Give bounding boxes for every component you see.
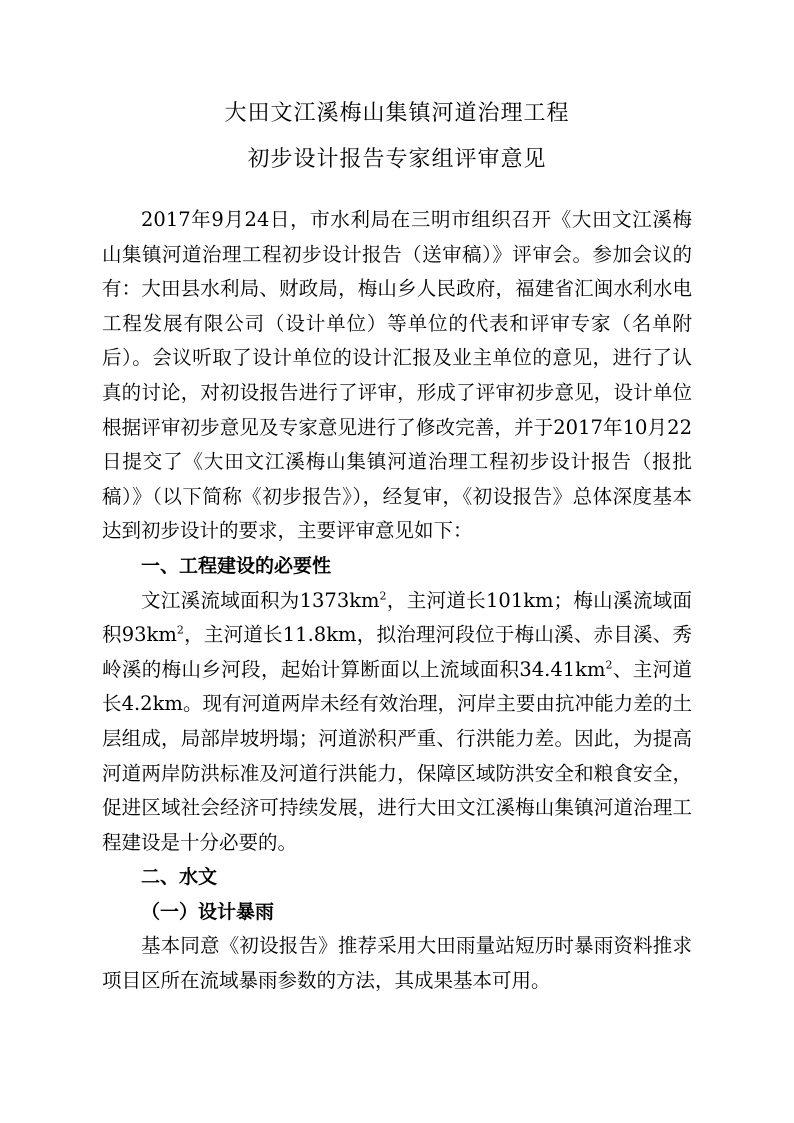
document-body bbox=[102, 203, 692, 999]
section-2-paragraph: 基本同意《初设报告》推荐采用大田雨量站短历时暴雨资料推求项目区所在流域暴雨参数的方法，其成果基本可用。 bbox=[102, 934, 692, 993]
section-1-heading: 一、工程建设的必要性 bbox=[141, 554, 332, 577]
document-title-line-2: 初步设计报告专家组评审意见 bbox=[247, 147, 547, 172]
section-2-heading: 二、水文 bbox=[141, 866, 218, 889]
document-title-line-1: 大田文江溪梅山集镇河道治理工程 bbox=[224, 101, 570, 126]
superscript-2: 2 bbox=[605, 658, 613, 672]
section-1-paragraph bbox=[102, 584, 692, 861]
superscript-2: 2 bbox=[379, 589, 387, 603]
section-1-text-a: 文江溪流域面积为1373km bbox=[141, 588, 380, 612]
intro-paragraph: 2017年9月24日，市水利局在三明市组织召开《大田文江溪梅山集镇河道治理工程初步设计报告（送审稿）》评审会。参加会议的有：大田县水利局、财政局，梅山乡人民政府，福建省汇闽水利水电工程发展有限公司（设计单位）等单位的代表和评审专家（名单附后）。会议听取了设计单位的设计汇报及业主单位的意见，进行了认真的讨论，对初设报告进行了评审，形成了评审初步意见，设计单位根据评审初步意见及专家意见进行了修改完善，并于2017年10月22日提交了《大田文江溪梅山集镇河道治理工程初步设计报告（报批稿）》（以下简称《初步报告》），经复审，《初设报告》总体深度基本达到初步设计的要求，主要评审意见如下： bbox=[102, 208, 692, 543]
superscript-2: 2 bbox=[176, 623, 184, 637]
section-1-text-c: ，主河道长11.8km，拟治理河段位于梅山溪、赤目溪、秀岭溪的梅山乡河段，起始计算断面以上流域面积34.41km bbox=[102, 623, 692, 681]
section-2-subheading: （一）设计暴雨 bbox=[141, 900, 275, 923]
section-1-text-b: ，主河道长101km；梅山溪流域面积93km bbox=[102, 588, 692, 647]
section-1-text-d: 、主河道长4.2km。现有河道两岸未经有效治理，河岸主要由抗冲能力差的土层组成，局部岸坡坍塌；河道淤积严重、行洪能力差。因此，为提高河道两岸防洪标准及河道行洪能力，保障区域防洪安全和粮食安全，促进区域社会经济可持续发展，进行大田文江溪梅山集镇河道治理工程建设是十分必要的。 bbox=[102, 657, 692, 854]
